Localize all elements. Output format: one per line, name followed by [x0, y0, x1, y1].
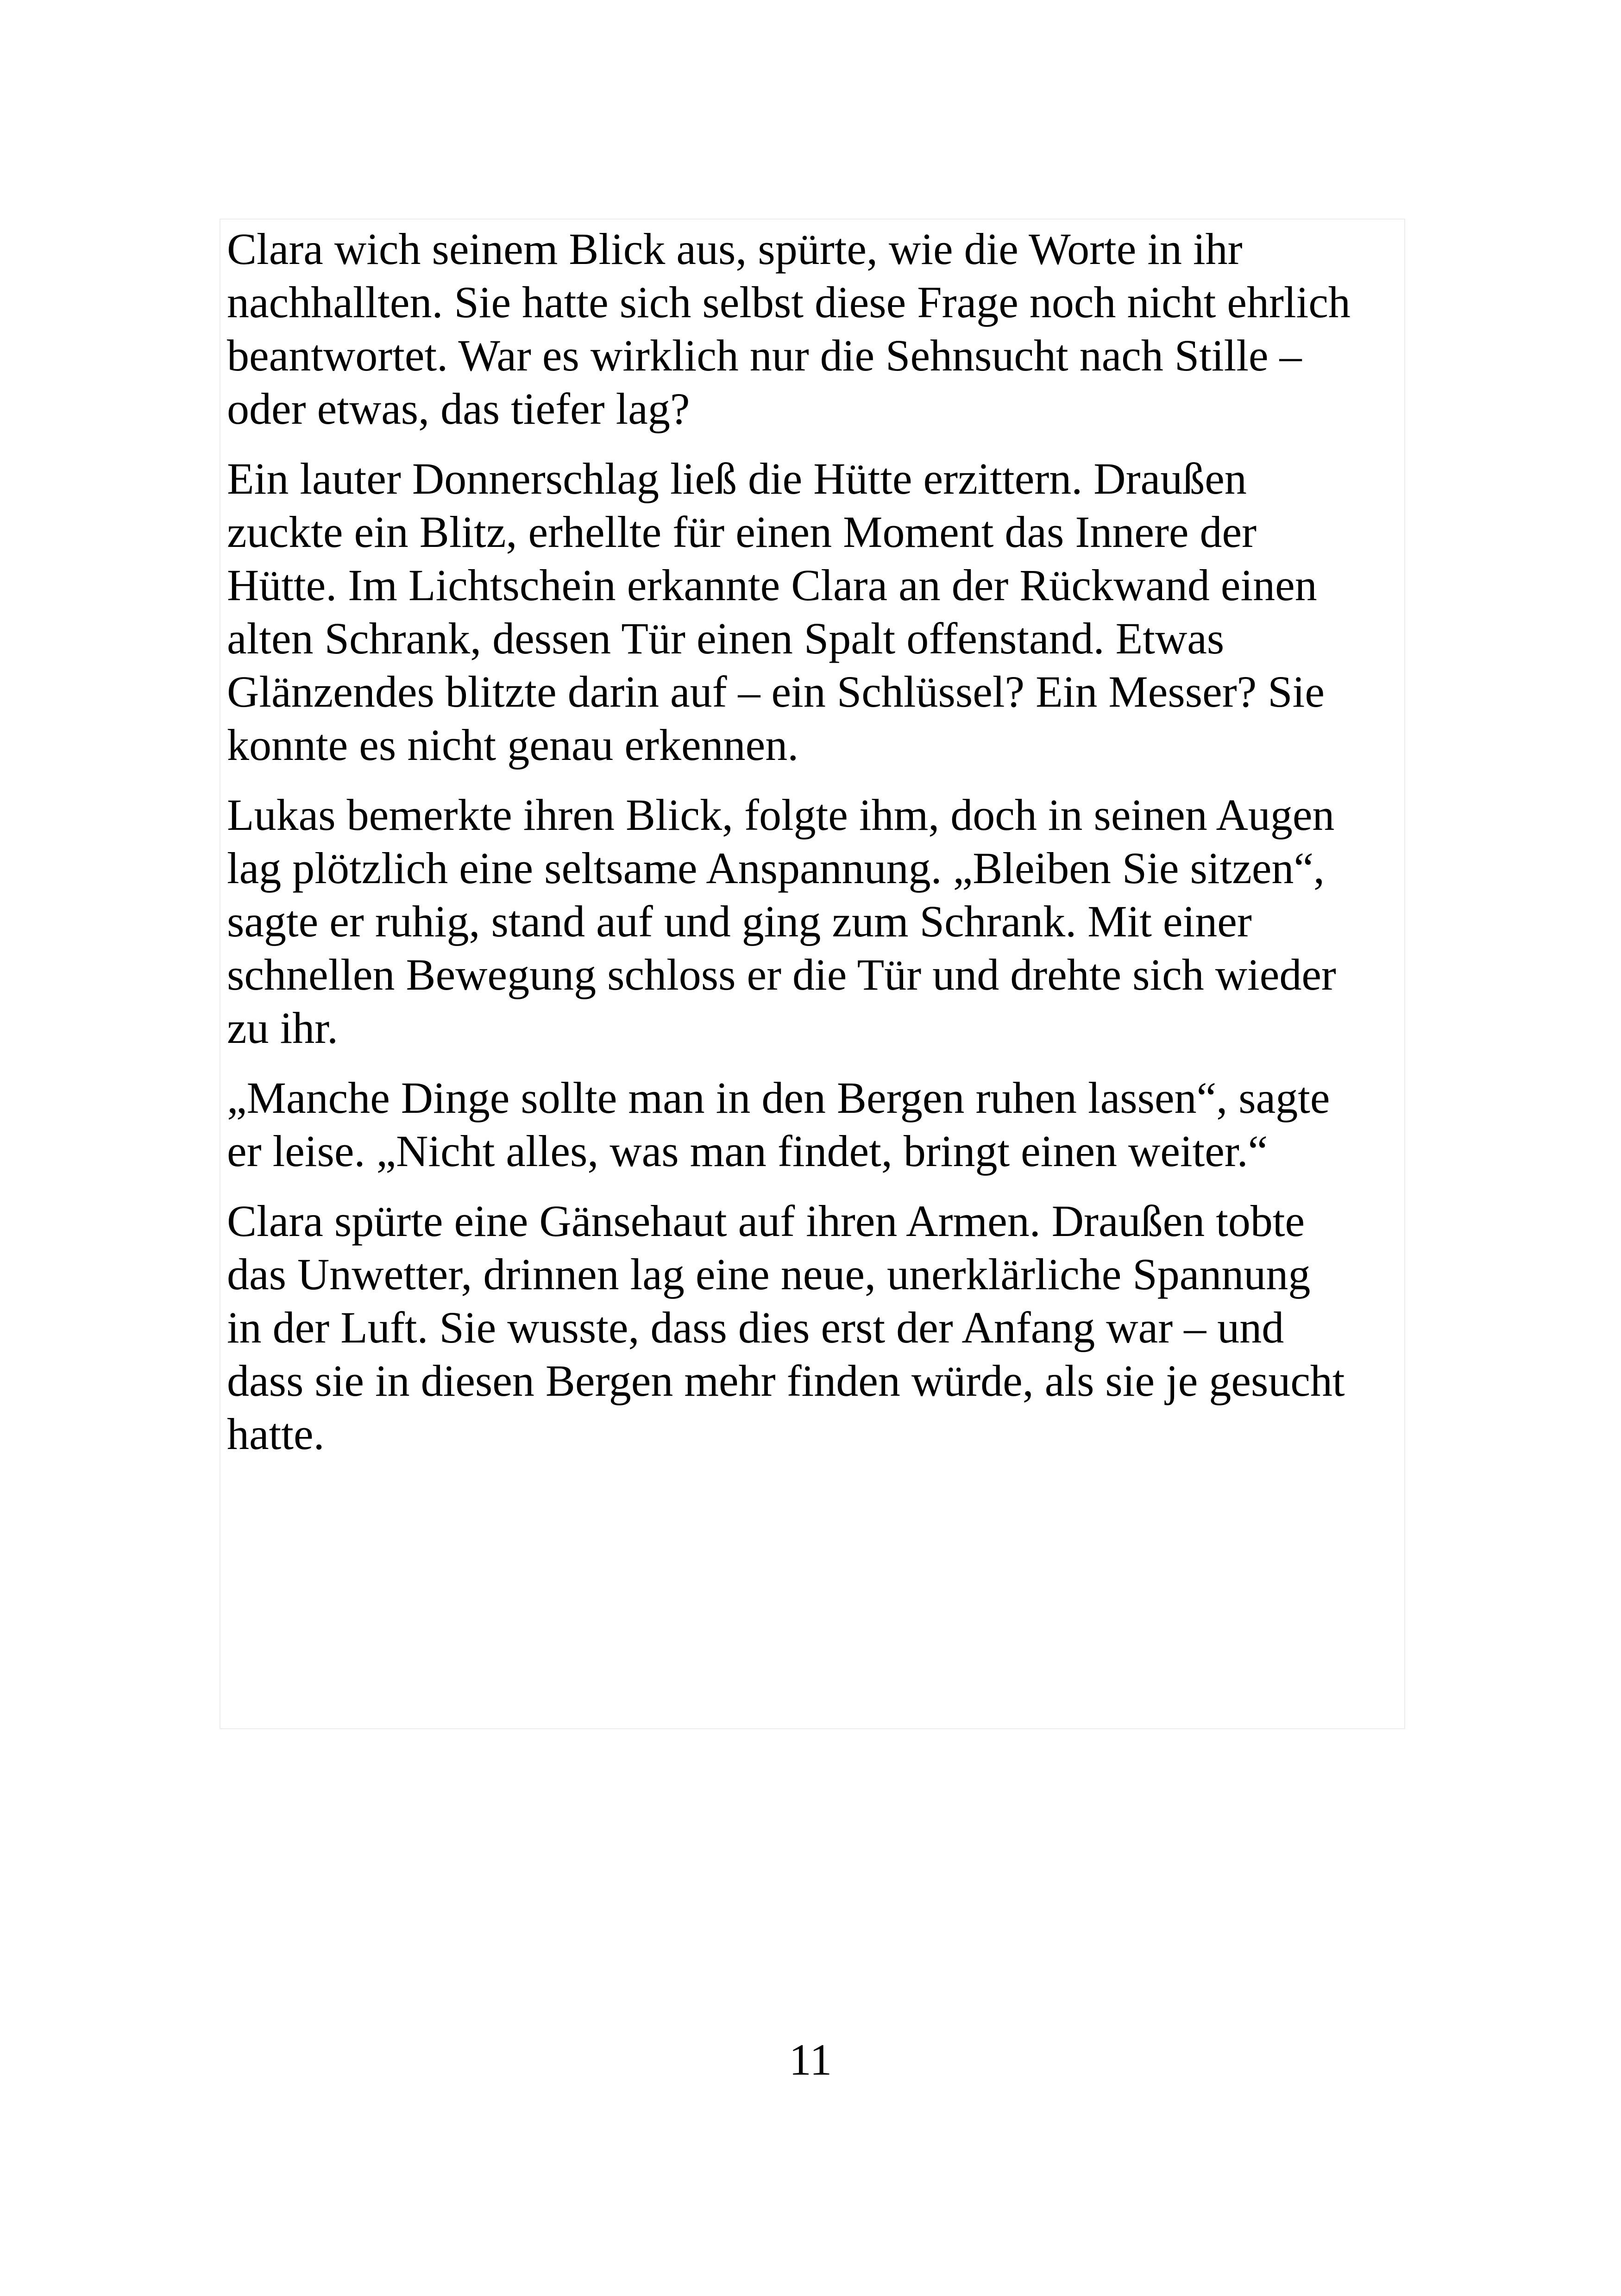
text-line: dass sie in diesen Bergen mehr finden würde, als sie je gesucht [227, 1356, 1345, 1405]
text-line: zu ihr. [227, 1003, 338, 1053]
text-line: Hütte. Im Lichtschein erkannte Clara an der Rückwand einen [227, 560, 1317, 610]
paragraph-5 [227, 1194, 1398, 1461]
text-line: Glänzendes blitzte darin auf – ein Schlüssel? Ein Messer? Sie [227, 667, 1325, 716]
text-line: Clara wich seinem Blick aus, spürte, wie die Worte in ihr [227, 224, 1243, 274]
text-line: sagte er ruhig, stand auf und ging zum Schrank. Mit einer [227, 897, 1252, 946]
paragraph-4 [227, 1071, 1398, 1178]
text-line: Lukas bemerkte ihren Blick, folgte ihm, doch in seinen Augen [227, 790, 1335, 840]
text-line: konnte es nicht genau erkennen. [227, 720, 799, 770]
text-line: oder etwas, das tiefer lag? [227, 384, 690, 433]
text-frame [220, 219, 1405, 1729]
text-line: beantwortet. War es wirklich nur die Sehnsucht nach Stille – [227, 331, 1302, 380]
text-line: Ein lauter Donnerschlag ließ die Hütte erzittern. Draußen [227, 454, 1247, 503]
text-line: Clara spürte eine Gänsehaut auf ihren Armen. Draußen tobte [227, 1196, 1305, 1246]
text-line: hatte. [227, 1409, 325, 1459]
text-line: zuckte ein Blitz, erhellte für einen Moment das Innere der [227, 507, 1257, 557]
text-line: schnellen Bewegung schloss er die Tür und drehte sich wieder [227, 950, 1336, 999]
paragraph-1 [227, 222, 1398, 435]
text-line: lag plötzlich eine seltsame Anspannung. „Bleiben Sie sitzen“, [227, 843, 1325, 893]
text-line: alten Schrank, dessen Tür einen Spalt offenstand. Etwas [227, 614, 1225, 663]
text-line: nachhallten. Sie hatte sich selbst diese Frage noch nicht ehrlich [227, 277, 1351, 327]
text-line: in der Luft. Sie wusste, dass dies erst der Anfang war – und [227, 1303, 1284, 1352]
text-line: das Unwetter, drinnen lag eine neue, unerklärliche Spannung [227, 1249, 1311, 1299]
paragraph-3 [227, 788, 1398, 1054]
page-number: 11 [789, 2035, 832, 2084]
text-line: er leise. „Nicht alles, was man findet, bringt einen weiter.“ [227, 1126, 1268, 1176]
paragraph-2 [227, 452, 1398, 772]
text-line: „Manche Dinge sollte man in den Bergen ruhen lassen“, sagte [227, 1073, 1330, 1123]
